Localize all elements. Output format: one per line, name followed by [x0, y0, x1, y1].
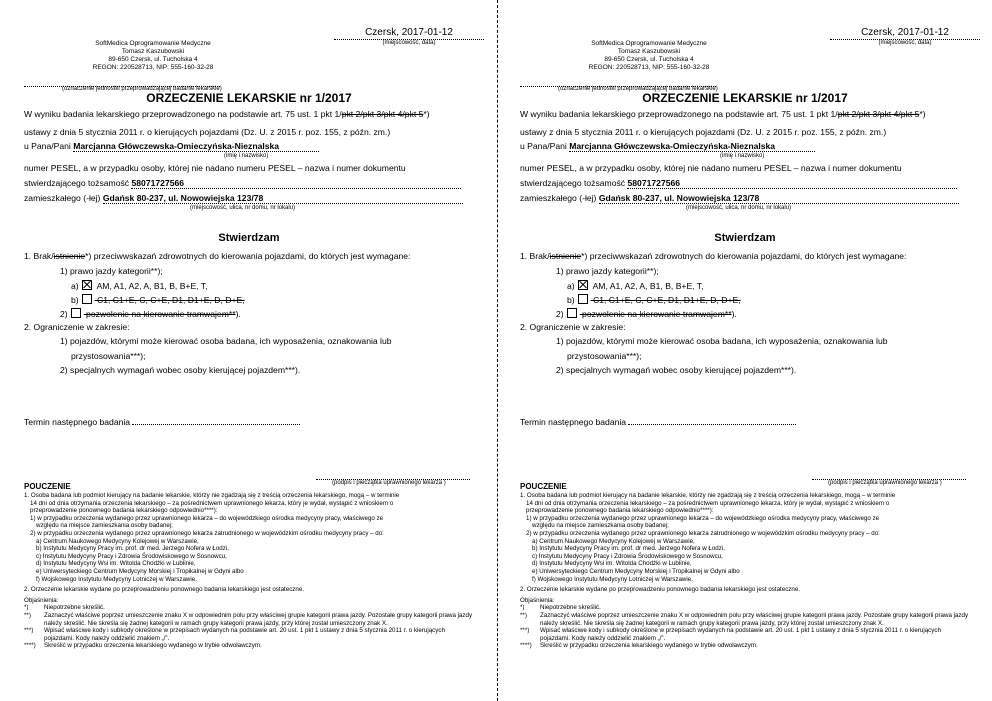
stwierdzam-heading: Stwierdzam: [218, 232, 280, 244]
patient-row: u Pana/Pani Marcjanna Główczewska-Omieczyńska-Nieznalska: [24, 141, 319, 152]
intro-line-2: ustawy z dnia 5 stycznia 2011 r. o kierujących pojazdami (Dz. U. z 2015 r. poz. 155, z późn. zm.): [24, 127, 391, 137]
pouczenie-text: 1. Osoba badana lub podmiot kierujący na badanie lekarskie, którzy nie zgadzają się z treścią orzeczenia lekarskiego, mogą – w terminie 14 dni od dnia otrzymania orzeczenia lekarskiego – za pośrednictwem uprawnionego lekarza, który je wydał, wystąpić z wnioskiem o przeprowadzenie ponownego badania lekarskiego odpowiednio****): 1) w przypadku orzeczenia wydanego przez uprawnionego lekarza – do wojewódzkiego ośrodka medycyny pracy, właściwego ze względu na miejsce zamieszkania osoby badanej; 2) w przypadku orzeczenia wydanego przez uprawnionego lekarza zatrudnionego w wojewódzkim ośrodku medycyny pracy – do: a) Centrum Naukowego Medycyny Kolejowej w Warszawie, b) Instytutu Medycyny Pracy im. prof. dr med. Jerzego Nofera w Łodzi, c) Instytutu Medycyny Pracy i Zdrowia Środowiskowego w Sosnowcu, d) Instytutu Medycyny Wsi im. Witolda Chodźki w Lublinie, e) Uniwersyteckiego Centrum Medycyny Morskiej i Tropikalnej w Gdyni albo f) Wojskowego Instytutu Medycyny Lotniczej w Warszawie. 2. Orzeczenie lekarskie wydane po przeprowadzeniu ponownego badania lekarskiego jest ostateczne. Objaśnienia: *) Niepotrzebne skreślić. **) Zaznaczyć właściwe poprzez umieszczenie znaku X w odpowiednim polu przy właściwej grupie kategorii prawa jazdy. Pozostałe grupy kategorii prawa jazdy należy skreślić. Nie skreśla się żadnej kategorii w ramach grupy kategorii prawa jazdy, przy której został umieszczony znak X. ***) Wpisać właściwe kody i subkody określone w przepisach wydanych na podstawie art. 20 ust. 1 pkt 1 ustawy z dnia 5 stycznia 2011 r. o kierujących pojazdami. Kody należy oddzielić znakiem „/”. ****) Skreślić w przypadku orzeczenia lekarskiego wydanego w trybie odwoławczym.: [520, 492, 969, 650]
patient-caption: (imię i nazwisko): [224, 153, 269, 159]
next-exam-field[interactable]: [132, 415, 300, 425]
item2-sub1: 1) pojazdów, którymi może kierować osoba badana, ich wyposażenia, oznakowania lub: [60, 336, 392, 346]
address-row: zamieszkałego (-łej) Gdańsk 80-237, ul. Nowowiejska 123/78: [24, 193, 463, 204]
pesel-line-1: numer PESEL, a w przypadku osoby, której nie nadano numeru PESEL – nazwa i numer dokumentu: [520, 163, 902, 173]
document-title: ORZECZENIE LEKARSKIE nr 1/2017: [146, 91, 352, 105]
item2-sub2: 2) specjalnych wymagań wobec osoby kierującej pojazdem***).: [60, 365, 301, 375]
signature-caption: (podpis i pieczątka uprawnionego lekarza ): [828, 480, 942, 486]
unit-caption: (oznaczenie jednostki przeprowadzającej badanie lekarskie): [558, 86, 718, 92]
pesel-line-2: stwierdzającego tożsamość 58071727566: [520, 178, 957, 189]
item1-line: 1. Brak/istnienie*) przeciwwskazań zdrowotnych do kierowania pojazdami, do których jest wymagane:: [520, 251, 907, 261]
item1-line: 1. Brak/istnienie*) przeciwwskazań zdrowotnych do kierowania pojazdami, do których jest wymagane:: [24, 251, 411, 261]
item2-heading: 2. Ograniczenie w zakresie:: [520, 322, 626, 332]
address-caption: (miejscowość, ulica, nr domu, nr lokalu): [686, 205, 792, 211]
item1-sub1: 1) prawo jazdy kategorii**);: [60, 266, 163, 276]
unit-caption: (oznaczenie jednostki przeprowadzającej badanie lekarskie): [62, 86, 222, 92]
address-value: Gdańsk 80-237, ul. Nowowiejska 123/78: [103, 193, 463, 204]
intro-line-2: ustawy z dnia 5 stycznia 2011 r. o kierujących pojazdami (Dz. U. z 2015 r. poz. 155, z późn. zm.): [520, 127, 887, 137]
place-date: Czersk, 2017-01-12 (miejscowość, data): [334, 27, 484, 46]
page-divider: [497, 0, 498, 701]
intro-line-1: W wyniku badania lekarskiego przeprowadzonego na podstawie art. 75 ust. 1 pkt 1/pkt 2/pkt 3/pkt 4/pkt 5*): [520, 109, 926, 119]
item1-sub1: 1) prawo jazdy kategorii**);: [556, 266, 659, 276]
pesel-value: 58071727566: [627, 178, 957, 189]
patient-row: u Pana/Pani Marcjanna Główczewska-Omieczyńska-Nieznalska: [520, 141, 815, 152]
next-exam-field[interactable]: [628, 415, 796, 425]
item2-sub1b: przystosowania***);: [71, 351, 146, 361]
pouczenie-heading: POUCZENIE: [24, 482, 71, 491]
patient-caption: (imię i nazwisko): [720, 153, 765, 159]
category-b: b) C1, C1+E, C, C+E, D1, D1+E, D, D+E,: [567, 295, 741, 305]
pesel-line-2: stwierdzającego tożsamość 58071727566: [24, 178, 461, 189]
address-value: Gdańsk 80-237, ul. Nowowiejska 123/78: [599, 193, 959, 204]
next-exam-row: Termin następnego badania: [520, 415, 796, 427]
category-b: b) C1, C1+E, C, C+E, D1, D1+E, D, D+E,: [71, 295, 245, 305]
document-title: ORZECZENIE LEKARSKIE nr 1/2017: [642, 91, 848, 105]
category-a-checkbox[interactable]: [82, 280, 92, 290]
pesel-value: 58071727566: [131, 178, 461, 189]
pouczenie-heading: POUCZENIE: [520, 482, 567, 491]
signature-caption: (podpis i pieczątka uprawnionego lekarza ): [332, 480, 446, 486]
pesel-line-1: numer PESEL, a w przypadku osoby, której nie nadano numeru PESEL – nazwa i numer dokumentu: [24, 163, 406, 173]
issuing-unit: SoftMedica Oprogramowanie Medyczne Tomasz Kaszubowski 89-650 Czersk, ul. Tucholska 4 REGON: 220528713, NIP: 555-160-32-28: [92, 40, 214, 71]
tram-permit: 2) pozwolenie na kierowanie tramwajem**).: [60, 309, 241, 319]
category-a: a) AM, A1, A2, A, B1, B, B+E, T,: [71, 281, 208, 291]
item2-heading: 2. Ograniczenie w zakresie:: [24, 322, 130, 332]
category-b-checkbox[interactable]: [578, 294, 588, 304]
certificate-right: [510, 0, 988, 701]
item2-sub2: 2) specjalnych wymagań wobec osoby kierującej pojazdem***).: [556, 365, 797, 375]
item2-sub1: 1) pojazdów, którymi może kierować osoba badana, ich wyposażenia, oznakowania lub: [556, 336, 888, 346]
item2-sub1b: przystosowania***);: [567, 351, 642, 361]
tram-permit: 2) pozwolenie na kierowanie tramwajem**).: [556, 309, 737, 319]
address-caption: (miejscowość, ulica, nr domu, nr lokalu): [190, 205, 296, 211]
issuing-unit: SoftMedica Oprogramowanie Medyczne Tomasz Kaszubowski 89-650 Czersk, ul. Tucholska 4 REGON: 220528713, NIP: 555-160-32-28: [588, 40, 710, 71]
stwierdzam-heading: Stwierdzam: [714, 232, 776, 244]
next-exam-row: Termin następnego badania: [24, 415, 300, 427]
certificate-left: [14, 0, 492, 701]
address-row: zamieszkałego (-łej) Gdańsk 80-237, ul. Nowowiejska 123/78: [520, 193, 959, 204]
tram-checkbox[interactable]: [567, 308, 577, 318]
category-a-checkbox[interactable]: [578, 280, 588, 290]
intro-line-1: W wyniku badania lekarskiego przeprowadzonego na podstawie art. 75 ust. 1 pkt 1/pkt 2/pkt 3/pkt 4/pkt 5*): [24, 109, 430, 119]
category-b-checkbox[interactable]: [82, 294, 92, 304]
patient-name: Marcjanna Główczewska-Omieczyńska-Nieznalska: [569, 141, 815, 152]
tram-checkbox[interactable]: [71, 308, 81, 318]
place-date: Czersk, 2017-01-12 (miejscowość, data): [830, 27, 980, 46]
category-a: a) AM, A1, A2, A, B1, B, B+E, T,: [567, 281, 704, 291]
patient-name: Marcjanna Główczewska-Omieczyńska-Nieznalska: [73, 141, 319, 152]
pouczenie-text: 1. Osoba badana lub podmiot kierujący na badanie lekarskie, którzy nie zgadzają się z treścią orzeczenia lekarskiego, mogą – w terminie 14 dni od dnia otrzymania orzeczenia lekarskiego – za pośrednictwem uprawnionego lekarza, który je wydał, wystąpić z wnioskiem o przeprowadzenie ponownego badania lekarskiego odpowiednio****): 1) w przypadku orzeczenia wydanego przez uprawnionego lekarza – do wojewódzkiego ośrodka medycyny pracy, właściwego ze względu na miejsce zamieszkania osoby badanej; 2) w przypadku orzeczenia wydanego przez uprawnionego lekarza zatrudnionego w wojewódzkim ośrodku medycyny pracy – do: a) Centrum Naukowego Medycyny Kolejowej w Warszawie, b) Instytutu Medycyny Pracy im. prof. dr med. Jerzego Nofera w Łodzi, c) Instytutu Medycyny Pracy i Zdrowia Środowiskowego w Sosnowcu, d) Instytutu Medycyny Wsi im. Witolda Chodźki w Lublinie, e) Uniwersyteckiego Centrum Medycyny Morskiej i Tropikalnej w Gdyni albo f) Wojskowego Instytutu Medycyny Lotniczej w Warszawie. 2. Orzeczenie lekarskie wydane po przeprowadzeniu ponownego badania lekarskiego jest ostateczne. Objaśnienia: *) Niepotrzebne skreślić. **) Zaznaczyć właściwe poprzez umieszczenie znaku X w odpowiednim polu przy właściwej grupie kategorii prawa jazdy. Pozostałe grupy kategorii prawa jazdy należy skreślić. Nie skreśla się żadnej kategorii w ramach grupy kategorii prawa jazdy, przy której został umieszczony znak X. ***) Wpisać właściwe kody i subkody określone w przepisach wydanych na podstawie art. 20 ust. 1 pkt 1 ustawy z dnia 5 stycznia 2011 r. o kierujących pojazdami. Kody należy oddzielić znakiem „/”. ****) Skreślić w przypadku orzeczenia lekarskiego wydanego w trybie odwoławczym.: [24, 492, 473, 650]
